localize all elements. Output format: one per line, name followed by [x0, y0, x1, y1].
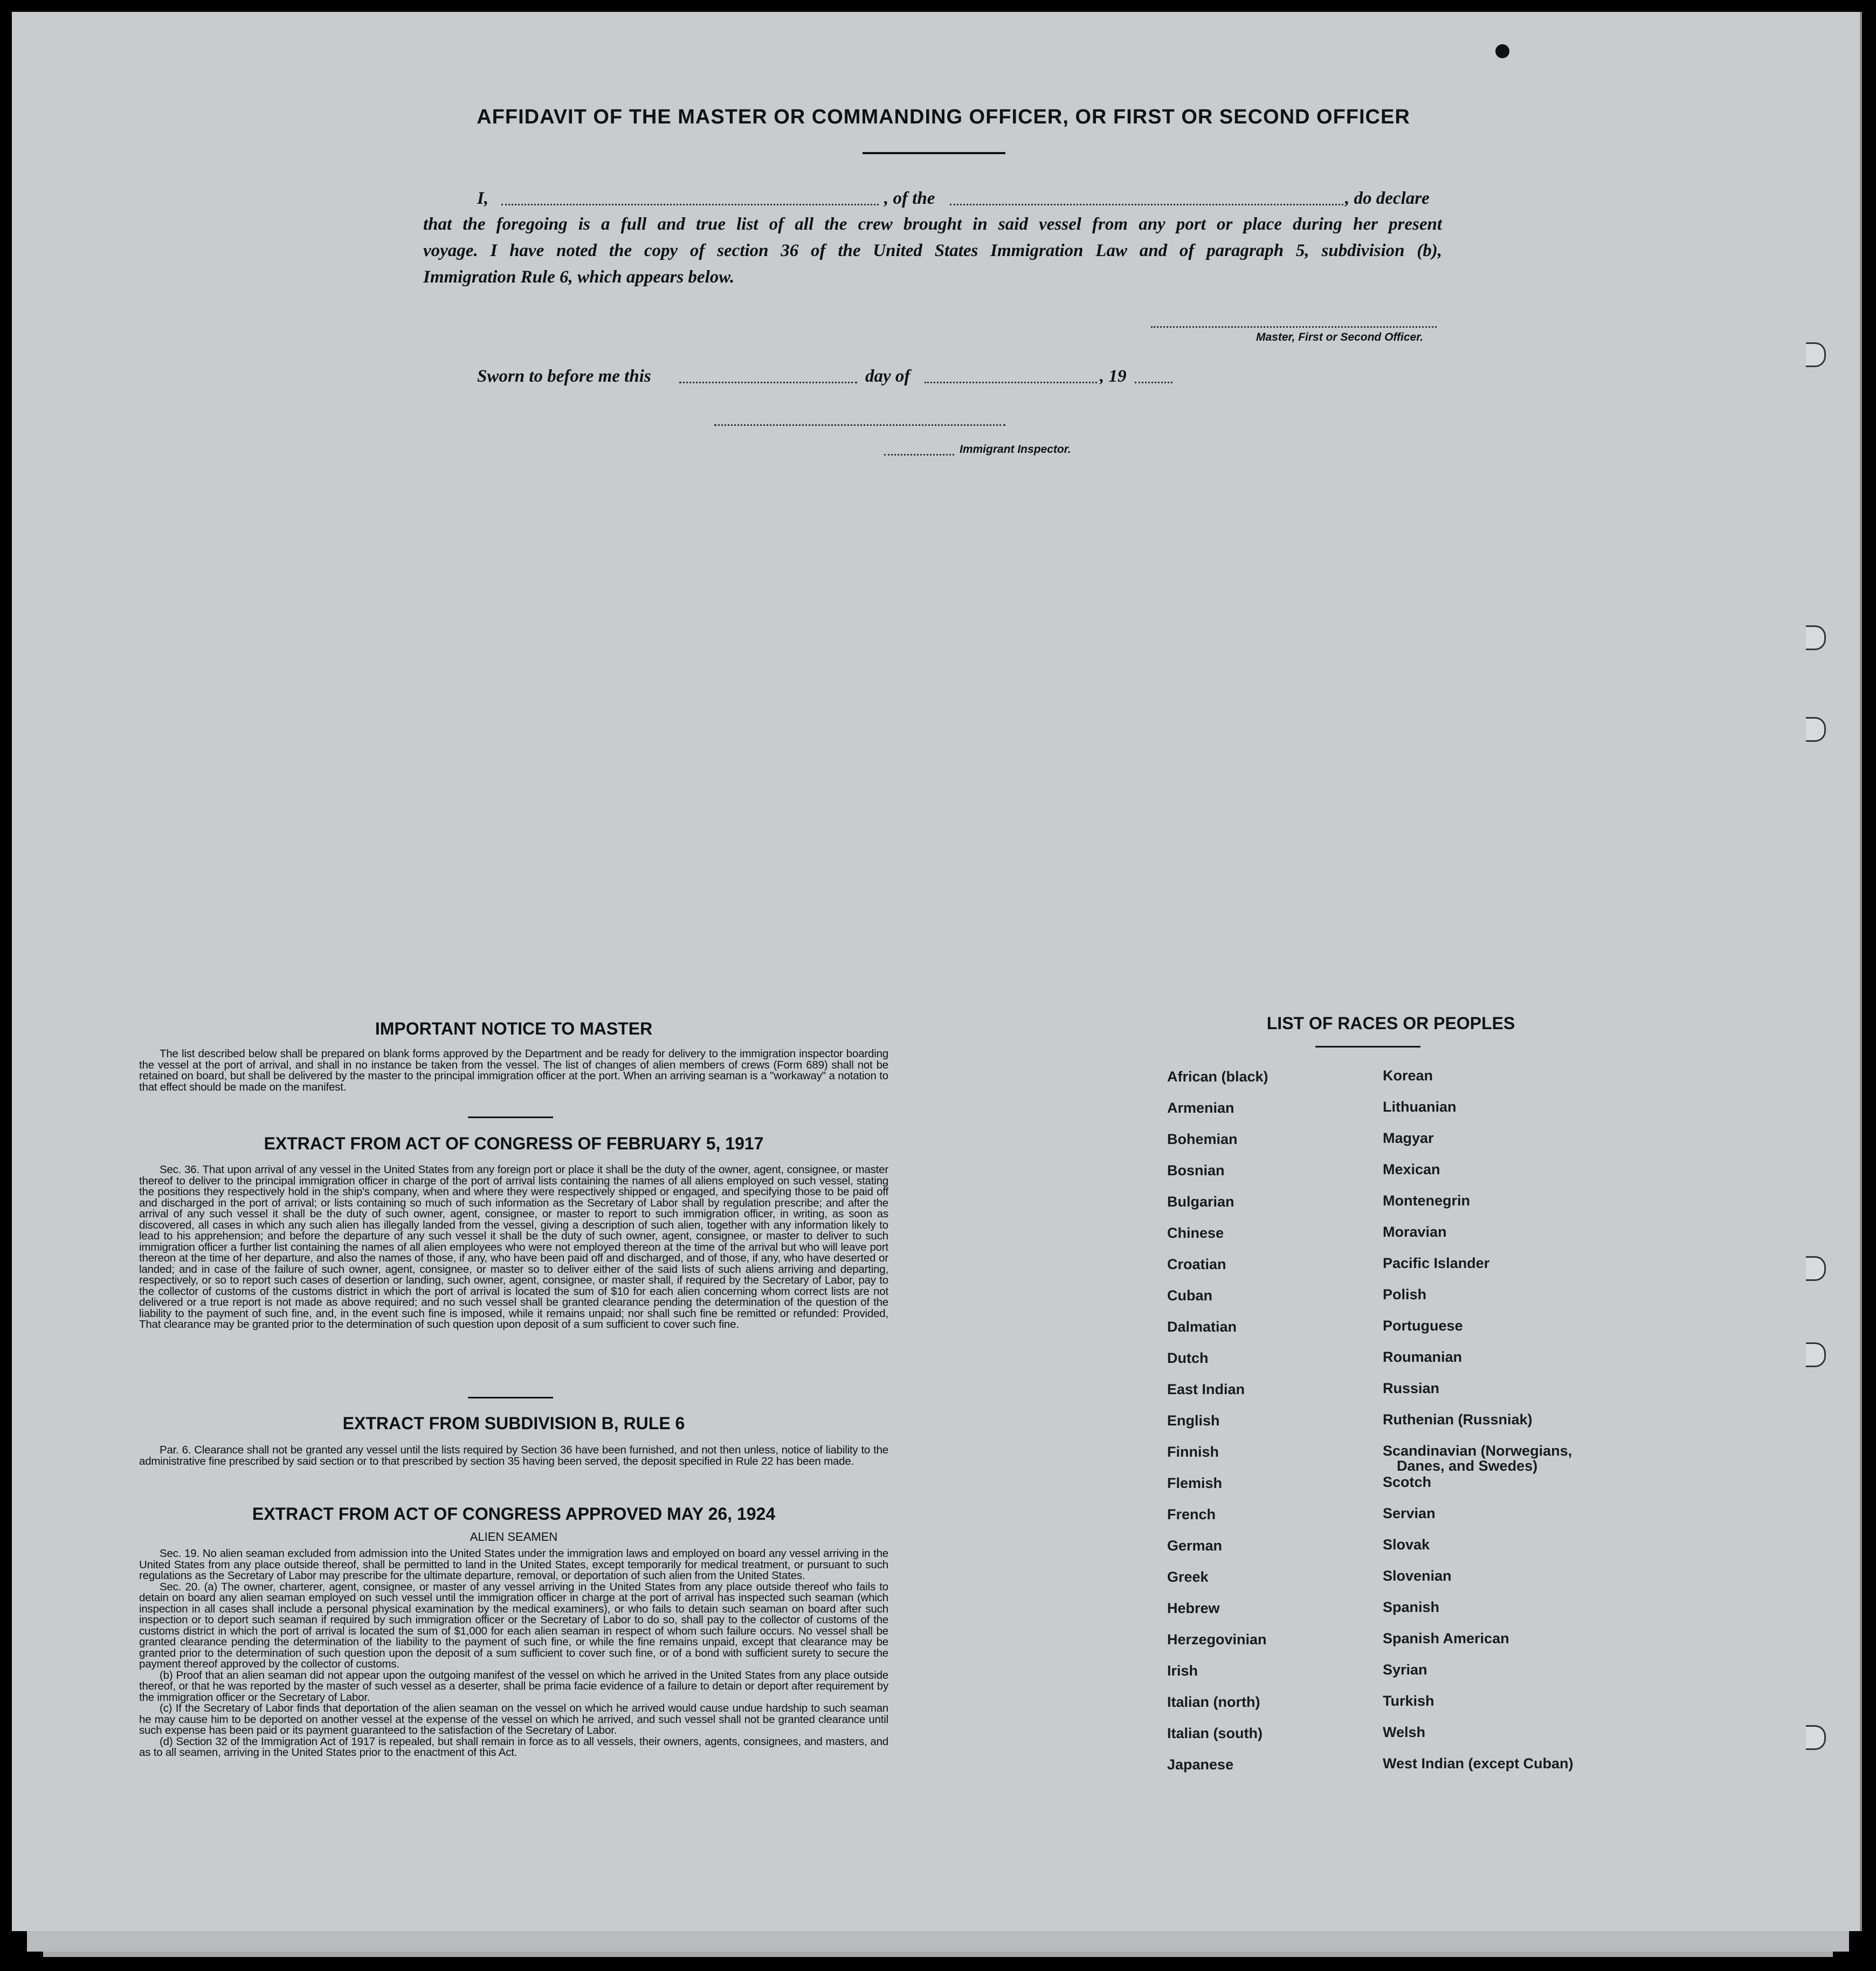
- vessel-field[interactable]: [950, 204, 1343, 205]
- race-item: Italian (north): [1167, 1694, 1260, 1710]
- race-item: Servian: [1383, 1505, 1436, 1521]
- notice-text: The list described below shall be prepared on blank forms approved by the Department and be ready for delivery to the immigration inspector boarding the vessel at the port of arrival, and shall in no instance be taken from the vessel. The list of changes of alien members of crews (Form 689) shall not be retained on board, but shall be delivered by the master to the principal immigration officer at the port. When an arriving seaman is a "workaway" a notation to that effect should be made on the manifest.: [139, 1047, 888, 1093]
- title-divider: [863, 152, 1005, 154]
- master-signature-label: Master, First or Second Officer.: [1256, 331, 1424, 343]
- race-item: Chinese: [1167, 1225, 1224, 1241]
- race-item: German: [1167, 1538, 1223, 1554]
- race-item: Herzegovinian: [1167, 1631, 1267, 1648]
- race-item: Mexican: [1383, 1161, 1440, 1177]
- race-item: Dalmatian: [1167, 1319, 1237, 1335]
- race-item: Irish: [1167, 1663, 1198, 1679]
- race-item: Bulgarian: [1167, 1194, 1234, 1210]
- sec20c-text: (c) If the Secretary of Labor finds that deportation of the alien seaman on the vessel on which he arrived would cause undue hardship to such seaman he may cause him to be deported on another vessel at the expense of the vessel on which he arrived, and such vessel shall not be granted clearance until such expense has been paid or its payment guaranteed to the satisfaction of the Secretary of Labor.: [139, 1702, 888, 1736]
- race-item: Flemish: [1167, 1475, 1223, 1491]
- binder-hole: [1806, 342, 1826, 367]
- sworn-month-field[interactable]: [925, 382, 1097, 383]
- race-item: Montenegrin: [1383, 1193, 1470, 1209]
- extract-rule6-body: [139, 1445, 888, 1467]
- races-title: LIST OF RACES OR PEOPLES: [1266, 1014, 1515, 1033]
- race-item: Scandinavian (Norwegians,: [1383, 1443, 1572, 1459]
- race-item: West Indian (except Cuban): [1383, 1755, 1574, 1772]
- race-item: Welsh: [1383, 1724, 1426, 1740]
- race-item: Magyar: [1383, 1130, 1434, 1146]
- notice-divider: [468, 1117, 553, 1118]
- race-item: Portuguese: [1383, 1318, 1463, 1334]
- declare-do-declare: , do declare: [1345, 189, 1430, 208]
- race-item: French: [1167, 1506, 1216, 1522]
- race-item: Greek: [1167, 1569, 1209, 1585]
- race-item: Armenian: [1167, 1100, 1234, 1116]
- affidavit-line-3: voyage. I have noted the copy of section 36 of the United States Immigration Law and of paragraph 5, subdivision (b),: [423, 241, 1442, 260]
- notice-title: IMPORTANT NOTICE TO MASTER: [375, 1019, 653, 1038]
- sworn-day-field[interactable]: [679, 382, 857, 383]
- race-item: Moravian: [1383, 1224, 1447, 1240]
- race-item: Slovak: [1383, 1536, 1430, 1553]
- binder-hole: [1806, 625, 1826, 650]
- sworn-day-of: day of: [865, 367, 911, 386]
- race-item: Syrian: [1383, 1662, 1427, 1678]
- extract-1924-body: [139, 1548, 888, 1759]
- race-item: Roumanian: [1383, 1349, 1463, 1365]
- race-item: Russian: [1383, 1380, 1440, 1396]
- race-item: Dutch: [1167, 1350, 1209, 1366]
- race-item: African (black): [1167, 1069, 1268, 1085]
- sec19-text: Sec. 19. No alien seaman excluded from admission into the United States under the immigration laws and employed on board any vessel arriving in the United States from any place outside thereof, shall be permitted to land in the United States, except temporarily for medical treatment, or pursuant to such regulations as the Secretary of Labor may prescribe for the ultimate departure, removal, or deportation of such alien from the United States.: [139, 1547, 888, 1582]
- master-signature-field[interactable]: [1151, 326, 1437, 328]
- race-item: Croatian: [1167, 1256, 1226, 1272]
- extract-1924-title: EXTRACT FROM ACT OF CONGRESS APPROVED MAY 26, 1924: [252, 1504, 776, 1524]
- binder-hole: [1806, 717, 1826, 742]
- inspector-dots: [884, 454, 954, 456]
- binder-hole: [1806, 1256, 1826, 1281]
- race-item: English: [1167, 1412, 1220, 1429]
- race-item: Turkish: [1383, 1693, 1434, 1709]
- races-left-column: [1167, 1069, 1383, 1786]
- race-item: Ruthenian (Russniak): [1383, 1411, 1533, 1428]
- declare-i: I,: [477, 189, 489, 208]
- race-item: Bosnian: [1167, 1162, 1225, 1179]
- sec20b-text: (b) Proof that an alien seaman did not appear upon the outgoing manifest of the vessel on which he arrived in the United States from any place outside thereof, or that he was reported by the master of such vessel as a deserter, shall be prima facie evidence of a failure to detain or deport after requirement by the immigration officer or the Secretary of Labor.: [139, 1669, 888, 1704]
- race-item: Finnish: [1167, 1444, 1219, 1460]
- name-field[interactable]: [501, 204, 879, 205]
- sec20d-text: (d) Section 32 of the Immigration Act of 1917 is repealed, but shall remain in force as to all vessels, their owners, agents, consignees, and masters, and as to all seamen, arriving in the United States prior to the enactment of this Act.: [139, 1735, 888, 1759]
- inspector-label: Immigrant Inspector.: [960, 443, 1071, 456]
- extract-rule6-title: EXTRACT FROM SUBDIVISION B, RULE 6: [342, 1414, 685, 1433]
- races-divider: [1315, 1046, 1420, 1047]
- race-item: Korean: [1383, 1067, 1433, 1084]
- race-item: East Indian: [1167, 1381, 1245, 1397]
- extract-1917-divider: [468, 1397, 553, 1398]
- sworn-year-field[interactable]: [1135, 382, 1172, 383]
- sec36-text: Sec. 36. That upon arrival of any vessel in the United States from any foreign port or place it shall be the duty of the owner, agent, consignee, or master thereof to deliver to the principal immigration officer in charge of the port of arrival lists containing the names of all aliens employed on such vessel, stating the positions they respectively hold in the ship's company, when and where they were respectively shipped or engaged, and specifying those to be paid off and discharged in the port of arrival; or lists containing so much of such information as the Secretary of Labor shall by regulation prescribe; and after the arrival of any such vessel it shall be the duty of such owner, agent, consignee, or master to report to such immigration officer, in writing, as soon as discovered, all cases in which any such alien has illegally landed from the vessel, giving a description of such alien, together with any information likely to lead to his apprehension; and before the departure of any such vessel it shall be the duty of such owner, agent, consignee, or master to deliver to such immigration officer a further list containing the names of all alien employees who were not employed thereon at the time of the arrival but who will leave port thereon at the time of her departure, and also the names of those, if any, who have been paid off and discharged, and of those, if any, who have deserted or landed; and in case of the failure of such owner, agent, consignee, or master so to deliver either of the said lists of such aliens arriving and departing, respectively, or so to report such cases of desertion or landing, such owner, agent, consignee, or master shall, if required by the Secretary of Labor, pay to the collector of customs of the customs district in which the port of arrival is located the sum of $10 for each alien concerning whom correct lists are not delivered or a true report is not made as above required; and no such vessel shall be granted clearance pending the determination of the question of the liability to the payment of such fine, and, in the event such fine is imposed, while it remains unpaid; nor shall such fine be remitted or refunded: Provided, That clearance may be granted prior to the determination of such question upon deposit of a sum sufficient to cover such fine.: [139, 1163, 888, 1331]
- extract-1917-body: [139, 1164, 888, 1331]
- binder-hole: [1806, 1342, 1826, 1367]
- race-item: Bohemian: [1167, 1131, 1238, 1147]
- binder-hole: [1806, 1725, 1826, 1750]
- affidavit-title: AFFIDAVIT OF THE MASTER OR COMMANDING OFFICER, OR FIRST OR SECOND OFFICER: [477, 106, 1410, 128]
- race-item: Spanish: [1383, 1599, 1440, 1615]
- extract-1917-title: EXTRACT FROM ACT OF CONGRESS OF FEBRUARY 5, 1917: [264, 1134, 764, 1153]
- race-item: Polish: [1383, 1286, 1427, 1302]
- race-item: Spanish American: [1383, 1630, 1509, 1646]
- declare-of-the: , of the: [884, 189, 935, 208]
- notice-body: [139, 1049, 888, 1093]
- sworn-prefix: Sworn to before me this: [477, 367, 651, 386]
- race-item: Slovenian: [1383, 1568, 1452, 1584]
- race-item: Lithuanian: [1383, 1099, 1457, 1115]
- affidavit-line-2: that the foregoing is a full and true list of all the crew brought in said vessel from any port or place during her present: [423, 215, 1442, 234]
- race-item: Japanese: [1167, 1756, 1234, 1773]
- par6-text: Par. 6. Clearance shall not be granted any vessel until the lists required by Section 36 have been furnished, and not then unless, notice of liability to the administrative fine prescribed by said section or to that prescribed by section 35 having been served, the deposit specified in Rule 22 has been made.: [139, 1444, 888, 1467]
- punch-notch: [1495, 44, 1509, 58]
- inspector-signature-field[interactable]: [714, 424, 1005, 426]
- race-item: Hebrew: [1167, 1600, 1220, 1616]
- race-item: Pacific Islander: [1383, 1255, 1490, 1271]
- alien-seamen-subtitle: ALIEN SEAMEN: [470, 1530, 558, 1543]
- race-item: Italian (south): [1167, 1725, 1263, 1741]
- races-right-column: [1383, 1067, 1652, 1784]
- sec20a-text: Sec. 20. (a) The owner, charterer, agent, consignee, or master of any vessel arriving in the United States from any place outside thereof who fails to detain on board any alien seaman employed on such vessel until the immigration officer in charge at the port of arrival has inspected such seaman (which inspection in all cases shall include a personal physical examination by the medical examiners), or who fails to detain such seaman on board after such inspection or to deport such seaman if required by such immigration officer or the Secretary of Labor to do so, shall pay to the collector of customs of the customs district in which the port of arrival is located the sum of $1,000 for each alien seaman in respect of whom such failure occurs. No vessel shall be granted clearance pending the determination of the liability to the payment of such fine, or while the fine remains unpaid, except that clearance may be granted prior to the determination of such question upon the deposit of a sum sufficient to cover such fine, or of a bond with sufficient surety to secure the payment thereof approved by the collector of customs.: [139, 1580, 888, 1670]
- sworn-year-prefix: , 19: [1100, 367, 1127, 386]
- race-item: Scotch: [1383, 1474, 1432, 1490]
- race-item: Cuban: [1167, 1287, 1212, 1304]
- race-item: Danes, and Swedes): [1397, 1458, 1538, 1474]
- affidavit-line-4: Immigration Rule 6, which appears below.: [423, 267, 735, 287]
